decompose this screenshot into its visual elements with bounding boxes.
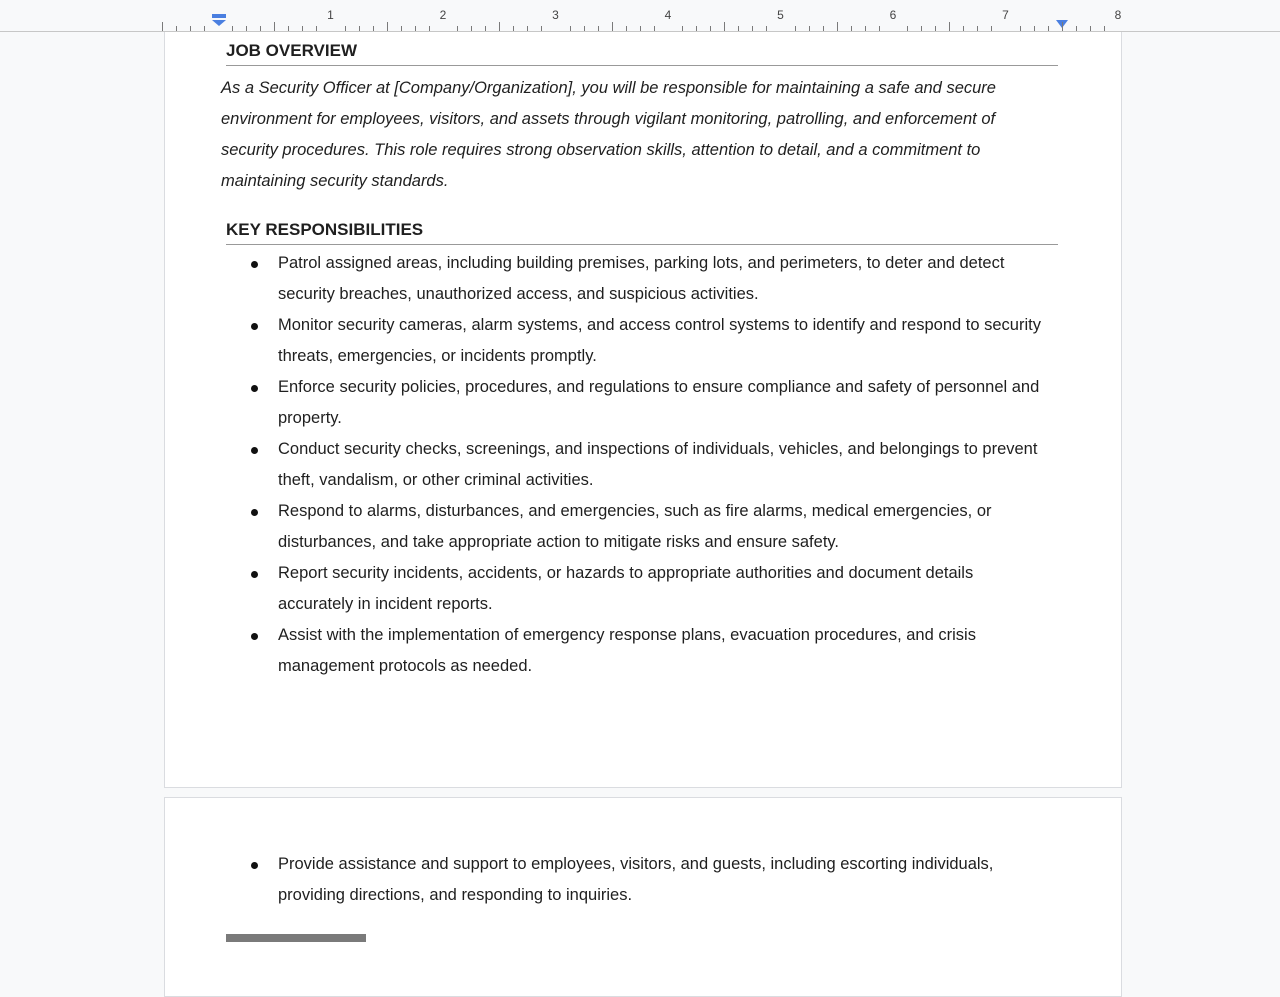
ruler-tick [429,26,430,31]
ruler-tick [387,22,388,31]
bullet-icon [251,385,258,392]
ruler-number: 3 [552,8,559,22]
responsibilities-list [253,248,1043,682]
ruler-tick [809,26,810,31]
bullet-icon [251,447,258,454]
list-item-text: Assist with the implementation of emergency response plans, evacuation procedures, and crisis management protocols as needed. [278,626,976,675]
ruler-tick [162,22,163,31]
bullet-icon [251,509,258,516]
list-item [253,434,1043,496]
ruler-tick [485,26,486,31]
ruler-tick [232,26,233,31]
ruler-tick [710,26,711,31]
ruler-number: 2 [439,8,447,22]
list-item-text: Monitor security cameras, alarm systems, and access control systems to identify and respond to security threats, emergencies, or incidents promptly. [278,316,1041,365]
list-item [253,310,1043,372]
ruler-tick [513,26,514,31]
ruler-tick [1090,26,1091,31]
list-item [253,558,1043,620]
ruler-tick [541,26,542,31]
ruler-tick [415,26,416,31]
document-page[interactable] [164,0,1122,788]
document-page-2[interactable] [164,797,1122,997]
ruler-tick [471,26,472,31]
list-item-text: Patrol assigned areas, including building premises, parking lots, and perimeters, to deter and detect security breaches, unauthorized access, and suspicious activities. [278,254,1005,303]
ruler-tick [991,26,992,31]
ruler-tick [851,26,852,31]
ruler-tick [288,26,289,31]
ruler-tick [1062,22,1063,31]
heading-key-responsibilities: KEY RESPONSIBILITIES [226,220,1058,245]
ruler-tick [499,22,500,31]
ruler-tick [359,26,360,31]
ruler-tick [766,26,767,31]
list-item-text: Respond to alarms, disturbances, and emergencies, such as fire alarms, medical emergencies, or disturbances, and take appropriate action to mitigate risks and ensure safety. [278,502,992,551]
ruler-number: 8 [1114,8,1122,22]
ruler-tick [654,26,655,31]
list-item [253,620,1043,682]
ruler-tick [1076,26,1077,31]
ruler-tick [598,26,599,31]
ruler-tick [949,22,950,31]
list-item [253,248,1043,310]
ruler-number: 4 [664,8,672,22]
ruler-tick [823,26,824,31]
ruler-tick [373,26,374,31]
ruler-tick [626,26,627,31]
ruler-tick [738,26,739,31]
indent-marker-icon[interactable] [212,14,226,26]
job-overview-text: As a Security Officer at [Company/Organization], you will be responsible for maintaining a safe and secure environment for employees, visitors, and assets through vigilant monitoring, patrolling, and enforcement of security procedures. This role requires strong observation skills, attention to detail, and a commitment to maintaining security standards. [221,79,996,190]
ruler[interactable] [0,0,1280,32]
ruler-tick [907,26,908,31]
ruler-tick [316,26,317,31]
ruler-tick [260,26,261,31]
ruler-tick [190,26,191,31]
ruler-tick [1020,26,1021,31]
bullet-icon [251,862,258,869]
ruler-tick [1048,26,1049,31]
ruler-tick [977,26,978,31]
ruler-tick [921,26,922,31]
bullet-icon [251,261,258,268]
ruler-tick [752,26,753,31]
ruler-tick [640,26,641,31]
responsibilities-list-continued [253,849,1043,911]
ruler-tick [724,22,725,31]
ruler-tick [204,26,205,31]
list-item [253,372,1043,434]
list-item-text: Enforce security policies, procedures, and regulations to ensure compliance and safety of personnel and property. [278,378,1040,427]
next-heading-clipped [226,934,366,942]
bullet-icon [251,571,258,578]
ruler-number: 1 [327,8,334,22]
list-item-text: Report security incidents, accidents, or hazards to appropriate authorities and document details accurately in incident reports. [278,564,974,613]
ruler-tick [246,26,247,31]
ruler-number: 6 [889,8,897,22]
ruler-tick [837,22,838,31]
list-item [253,849,1043,911]
list-item-text: Provide assistance and support to employees, visitors, and guests, including escorting individuals, providing directions, and responding to inquiries. [278,855,994,904]
ruler-tick [345,26,346,31]
ruler-tick [612,22,613,31]
ruler-tick [176,26,177,31]
ruler-tick [682,26,683,31]
bullet-icon [251,633,258,640]
ruler-tick [865,26,866,31]
ruler-tick [584,26,585,31]
ruler-number: 7 [1002,8,1009,22]
ruler-tick [795,26,796,31]
ruler-tick [879,26,880,31]
ruler-tick [935,26,936,31]
heading-job-overview: JOB OVERVIEW [226,41,1058,66]
ruler-tick [696,26,697,31]
bullet-icon [251,323,258,330]
ruler-tick [570,26,571,31]
list-item [253,496,1043,558]
list-item-text: Conduct security checks, screenings, and inspections of individuals, vehicles, and belongings to prevent theft, vandalism, or other criminal activities. [278,440,1038,489]
ruler-tick [527,26,528,31]
ruler-number: 5 [777,8,784,22]
ruler-tick [457,26,458,31]
ruler-tick [1034,26,1035,31]
ruler-tick [274,22,275,31]
ruler-tick [401,26,402,31]
ruler-tick [963,26,964,31]
ruler-tick [1104,26,1105,31]
ruler-tick [302,26,303,31]
